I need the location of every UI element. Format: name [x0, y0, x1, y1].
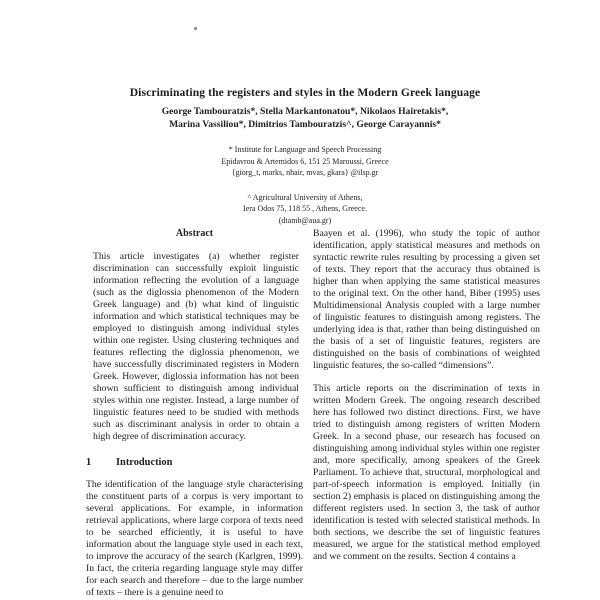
section-title: Introduction — [116, 457, 173, 468]
section-heading-introduction — [86, 457, 303, 469]
author-line-1: George Tambouratzis*, Stella Markantonatou*, Nikolaos Hairetakis*, — [161, 106, 449, 117]
right-column — [313, 224, 540, 600]
paper-header — [70, 86, 540, 226]
author-line-2: Marina Vassiliou*, Dimitrios Tambouratzis^, George Carayannis* — [169, 119, 441, 130]
affiliation-university — [70, 192, 540, 227]
left-column — [86, 224, 303, 600]
affiliation-email: (dtamb@aua.gr) — [278, 215, 332, 225]
affiliation-name: * Institute for Language and Speech Processing — [228, 145, 382, 154]
section-number: 1 — [86, 457, 92, 468]
body-paragraph: This article reports on the discrimination of texts in written Modern Greek. The ongoing research described here has followed two distinct directions. First, we have tried to distinguish among registers of written Modern Greek. In a second phase, our research has focused on distinguishing among individual styles within one register and, more specifically, among speakers of the Greek Parliament. To achieve that, structural, morphological and part-of-speech information is employed. Initially (in section 2) emphasis is placed on distinguishing among the different registers used. In section 3, the task of author identification is tested with selected statistical methods. In both sections, we describe the set of linguistic features measured, we argue for the statistical method employed and we comment on the results. Section 4 contains a — [313, 383, 540, 562]
introduction-paragraph: The identification of the language style characterising the constituent parts of a corpus is very important to several applications. For example, in information retrieval applications, where large corpora of texts need to be searched efficiently, it is useful to have information about the language style used in each text, to improve the accuracy of the search (Karlgren, 1999). In fact, the criteria regarding language style may differ for each search and therefore – due to the large number of texts – there is a genuine need to — [86, 479, 303, 598]
affiliation-email: {giorg_t, marks, nhair, mvas, gkara} @ilsp.gr — [231, 168, 379, 177]
affiliation-address: Iera Odos 75, 118 55 , Athens, Greece. — [243, 204, 367, 213]
affiliation-institute — [70, 144, 540, 179]
abstract-text: This article investigates (a) whether register discrimination can successfully exploit linguistic information reflecting the evolution of a language (such as the diglossia phenomenon of the Modern Greek language) and (b) what kind of linguistic information and which statistical techniques may be employed to distinguish among individual styles within one register. Using clustering techniques and features reflecting the diglossia phenomenon, we have successfully discriminated registers in Modern Greek. However, diglossia information has not been shown sufficient to distinguish among individual styles within one register. Instead, a large number of linguistic features need to be studied with methods such as discriminant analysis in order to obtain a high degree of discrimination accuracy. — [93, 251, 299, 442]
author-block — [70, 105, 540, 131]
affiliation-address: Epidavrou & Artemidos 6, 151 25 Maroussi, Greece — [221, 156, 389, 166]
abstract-heading: Abstract — [175, 228, 214, 239]
paper-title: Discriminating the registers and styles in the Modern Greek language — [129, 86, 481, 99]
affiliation-name: ^ Agricultural University of Athens, — [247, 192, 363, 202]
stray-mark — [194, 27, 197, 30]
body-paragraph: Baayen et al. (1996), who study the topic of author identification, apply statistical measures and methods on syntactic rewrite rules resulting by processing a given set of texts. They report that the accuracy thus obtained is higher than when applying the same statistical measures to the original text. On the other hand, Biber (1995) uses Multidimensional Analysis coupled with a large number of linguistic features to distinguish among registers. The underlying idea is that, rather than being distinguished on the basis of a set of linguistic features, registers are distinguished on the basis of combinations of weighted linguistic features, the so-called “dimensions”. — [313, 228, 540, 371]
